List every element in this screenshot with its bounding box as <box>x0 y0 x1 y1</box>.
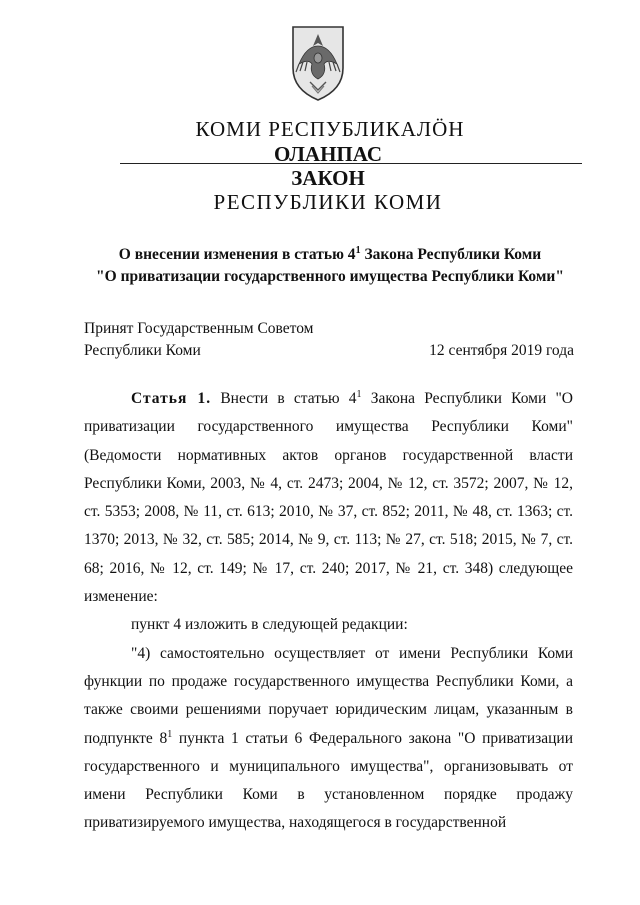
adoption-date: 12 сентября 2019 года <box>429 342 574 359</box>
article-body <box>84 385 573 838</box>
komi-law-heading: ОЛАНПАС <box>273 142 383 166</box>
law-title-line-2: "О приватизации государственного имущества Республики Коми" <box>96 268 564 285</box>
law-heading: ЗАКОН <box>291 166 365 190</box>
coat-of-arms-icon <box>290 24 346 102</box>
adoption-statement: Принят Государственным Советом Республики Коми <box>84 320 314 359</box>
article-label: Статья 1. <box>131 390 212 407</box>
law-title-line-1: О внесении изменения в статью $4^1$ Закона Республики Коми <box>118 245 542 263</box>
point-intro-paragraph: пункт 4 изложить в следующей редакции: <box>131 616 408 634</box>
komi-republic-heading: КОМИ РЕСПУБЛИКАЛÖН <box>195 117 465 141</box>
republic-heading: РЕСПУБЛИКИ КОМИ <box>213 190 443 214</box>
header-divider <box>120 163 582 164</box>
article-1-paragraph: Статья 1. Внести в статью $4^1$ Закона Республики Коми "О приватизации государственного имущества Республики Коми" (Ведомости нормативных актов органов государственной власти Республики Коми, 2003, № 4, ст. 2473; 2004, № 12, ст. 3572; 2007, № 12, ст. 5353; 2008, № 11, ст. 613; 2010, № 37, ст. 852; 2011, № 48, ст. 1363; ст. 1370; 2013, № 32, ст. 585; 2014, № 9, ст. 113; № 27, ст. 518; 2015, № 7, ст. 68; 2016, № 12, ст. 149; № 17, ст. 240; 2017, № 21, ст. 348) следующее изменение: <box>84 389 573 606</box>
quoted-point-paragraph: "4) самостоятельно осуществляет от имени Республики Коми функции по продаже государственного имущества Республики Коми, а также своими решениями поручает юридическим лицам, указанным в подпункте $8^1$ пункта 1 статьи 6 Федерального закона "О приватизации государственного и муниципального имущества", организовывать от имени Республики Коми в установленном порядке продажу приватизируемого имущества, находящегося в государственной <box>84 644 573 832</box>
